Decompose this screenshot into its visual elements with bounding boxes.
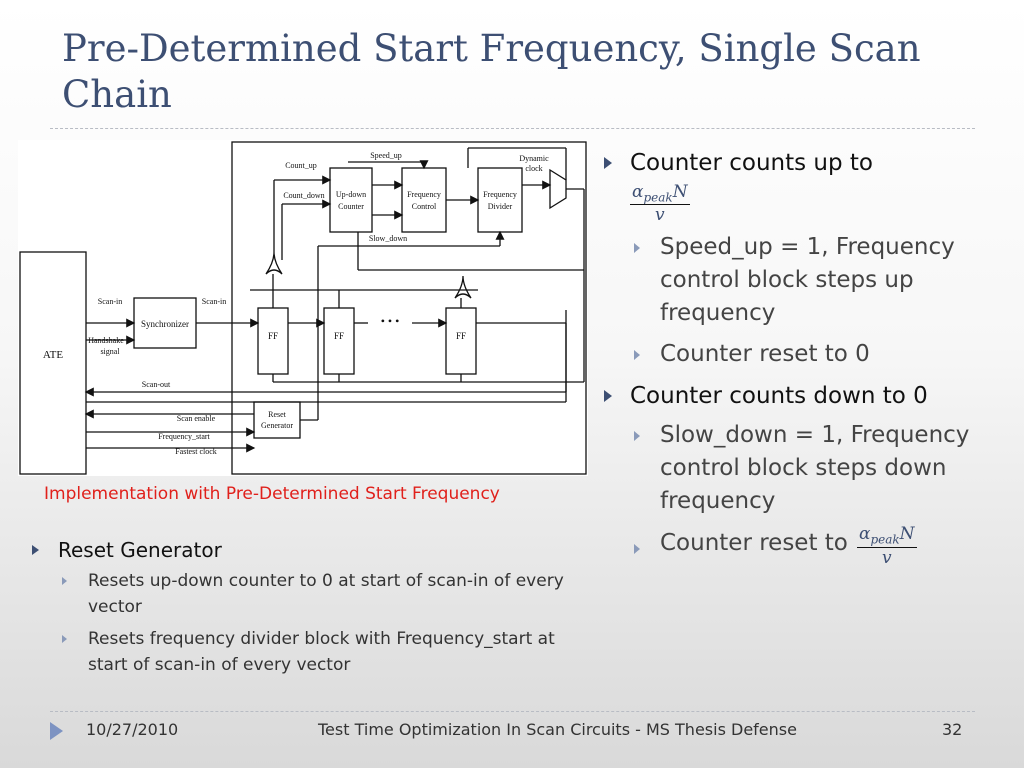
handshake-label-1: Handshake	[88, 336, 124, 345]
ate-block	[20, 252, 86, 474]
reset-generator-block	[254, 402, 300, 438]
bullet-arrow-icon	[604, 390, 612, 402]
freqdiv-label-2: Divider	[487, 202, 513, 211]
frequency-control-block	[402, 168, 446, 232]
count-up-label: Count_up	[285, 161, 317, 170]
dynamic-label-2: clock	[525, 164, 543, 173]
xor-gate-2	[455, 276, 471, 298]
updown-label-1: Up-down	[335, 190, 367, 199]
ff-2	[324, 308, 354, 374]
freqctrl-label-2: Control	[411, 202, 437, 211]
ff-1-label: FF	[267, 331, 279, 341]
subbullet-slow-down: Slow_down = 1, Frequency control block steps down frequency	[598, 419, 998, 518]
slide-title: Pre-Determined Start Frequency, Single Scan Chain	[62, 27, 921, 116]
freqdiv-label-1: Frequency	[483, 190, 517, 199]
bullet-counts-up-text: Counter counts up to	[630, 150, 873, 176]
reset-label-2: Generator	[261, 421, 293, 430]
subbullet-arrow-icon	[634, 544, 640, 554]
circuit-diagram	[18, 140, 588, 476]
scan-enable-label: Scan enable	[176, 414, 216, 423]
ff-ellipsis: • • •	[380, 314, 400, 328]
footer-title: Test Time Optimization In Scan Circuits - MS Thesis Defense	[318, 720, 797, 739]
bullet-arrow-icon	[604, 157, 612, 169]
speed-up-label: Speed_up	[370, 151, 402, 160]
updown-label-2: Counter	[338, 202, 364, 211]
reset-label-1: Reset	[268, 410, 286, 419]
scan-in-label-1: Scan-in	[97, 297, 123, 306]
fraction-numerator: $\alpha_{peak}N$	[632, 182, 688, 205]
subbullet-arrow-icon	[634, 243, 640, 253]
reset-fraction: $\frac{\alpha_{peak}N}{v}$	[858, 524, 915, 568]
counts-up-fraction	[630, 182, 690, 225]
subbullet-reset-zero: Counter reset to 0	[598, 338, 998, 371]
xor-gate-1	[266, 252, 282, 274]
frequency-start-label: Frequency_start	[158, 432, 210, 441]
footer-divider	[50, 711, 975, 712]
bullet-arrow-icon	[32, 545, 39, 555]
subbullet-arrow-icon	[634, 350, 640, 360]
handshake-label-2: signal	[100, 347, 120, 356]
dynamic-clock-mux	[550, 170, 566, 208]
subbullet-arrow-icon	[634, 431, 640, 441]
subbullet-reset-counter: Resets up-down counter to 0 at start of scan-in of every vector	[30, 568, 600, 620]
synchronizer-label: Synchronizer	[141, 319, 189, 329]
subbullet-reset-fraction: Counter reset to $\frac{\alpha_{peak}N}{v}$	[598, 524, 998, 567]
footer-date: 10/27/2010	[86, 720, 179, 739]
footer-page-number: 32	[942, 720, 963, 739]
scan-out-label: Scan-out	[141, 380, 171, 389]
ff-3-label: FF	[455, 331, 467, 341]
ff-2-label: FF	[333, 331, 345, 341]
subbullet-arrow-icon	[62, 635, 67, 643]
frequency-divider-block	[478, 168, 522, 232]
fastest-clock-label: Fastest clock	[175, 447, 217, 456]
fraction-denominator: v	[654, 205, 665, 226]
slow-down-label: Slow_down	[368, 234, 408, 243]
bullet-counts-up	[598, 146, 998, 225]
title-divider	[50, 128, 975, 129]
ate-label: ATE	[42, 349, 64, 361]
subbullet-speed-up: Speed_up = 1, Frequency control block steps up frequency	[598, 231, 998, 330]
footer-arrow-icon	[50, 722, 63, 740]
right-bullet-list	[598, 146, 998, 568]
left-bullet-list	[30, 536, 600, 678]
diagram-caption: Implementation with Pre-Determined Start Frequency	[44, 484, 500, 504]
scan-in-label-2: Scan-in	[201, 297, 227, 306]
subbullet-reset-divider: Resets frequency divider block with Frequency_start at start of scan-in of every vector	[30, 626, 600, 678]
ff-1	[258, 308, 288, 374]
count-down-label: Count_down	[283, 191, 325, 200]
ff-3	[446, 308, 476, 374]
subbullet-arrow-icon	[62, 577, 67, 585]
updown-counter-block	[330, 168, 372, 232]
freqctrl-label-1: Frequency	[407, 190, 441, 199]
bullet-reset-generator: Reset Generator	[30, 536, 600, 564]
bullet-counts-down: Counter counts down to 0	[598, 379, 998, 413]
dynamic-label-1: Dynamic	[519, 154, 549, 163]
